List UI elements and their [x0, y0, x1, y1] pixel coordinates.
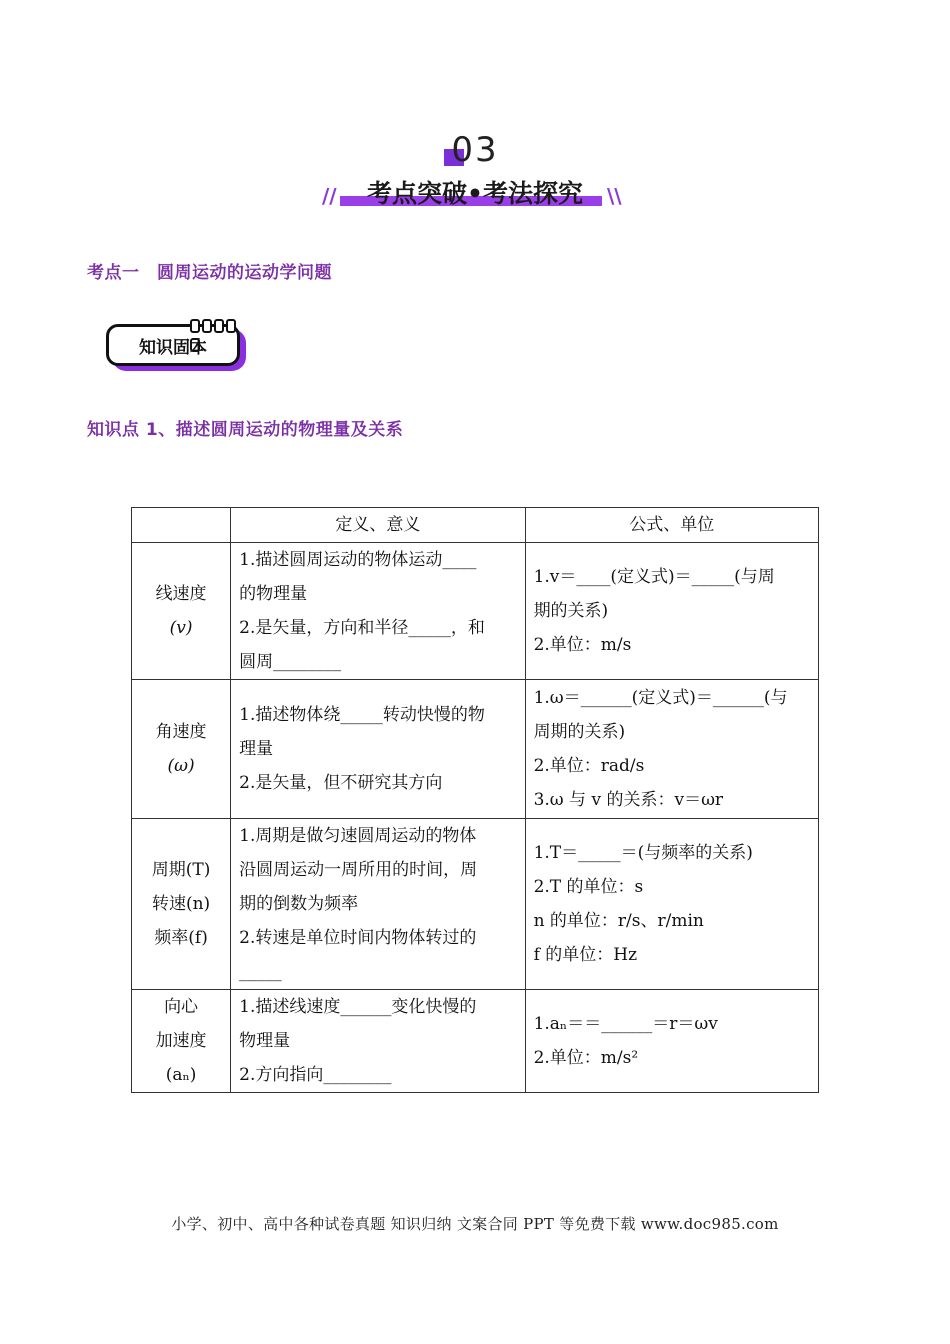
header-banner — [0, 172, 950, 212]
physics-quantities-table — [131, 507, 819, 1093]
quantity-name-cell: 周期(T) 转速(n) 频率(f) — [132, 819, 231, 990]
formula-cell: 1.v＝____(定义式)＝_____(与周 期的关系) 2.单位：m/s — [525, 543, 818, 680]
table-row — [132, 680, 819, 819]
knowledge-badge — [106, 322, 248, 374]
quantity-name-cell: 角速度 (ω) — [132, 680, 231, 819]
formula-cell: 1.aₙ＝＝______＝r＝ωv 2.单位：m/s² — [525, 990, 818, 1093]
definition-cell: 1.周期是做匀速圆周运动的物体 沿圆周运动一周所用的时间，周 期的倒数为频率 2.转速是单位时间内物体转过的 _____ — [231, 819, 525, 990]
header-cell-definition: 定义、意义 — [231, 508, 525, 543]
formula-cell: 1.T＝_____＝(与频率的关系) 2.T 的单位：s n 的单位：r/s、r/min f 的单位：Hz — [525, 819, 818, 990]
table-header-row — [132, 508, 819, 543]
badge-label: 知识固本 — [139, 338, 207, 358]
section-title: 考点一 圆周运动的运动学问题 — [87, 263, 332, 283]
definition-cell: 1.描述圆周运动的物体运动____ 的物理量 2.是矢量，方向和半径_____，和 圆周________ — [231, 543, 525, 680]
header-number: 03 — [451, 130, 499, 170]
table-row — [132, 819, 819, 990]
header-cell-name — [132, 508, 231, 543]
slash-decoration-left: // — [322, 184, 337, 208]
table-row — [132, 543, 819, 680]
quantity-name-cell: 线速度 (v) — [132, 543, 231, 680]
formula-cell: 1.ω＝______(定义式)＝______(与 周期的关系) 2.单位：rad/s 3.ω 与 v 的关系：v＝ωr — [525, 680, 818, 819]
definition-cell: 1.描述物体绕_____转动快慢的物 理量 2.是矢量，但不研究其方向 — [231, 680, 525, 819]
slash-decoration-right: \\ — [607, 184, 622, 208]
quantity-name-cell: 向心 加速度 (aₙ) — [132, 990, 231, 1093]
header-title: 考点突破•考法探究 — [367, 179, 583, 208]
definition-cell: 1.描述线速度______变化快慢的 物理量 2.方向指向________ — [231, 990, 525, 1093]
table-row — [132, 990, 819, 1093]
knowledge-point-title: 知识点 1、描述圆周运动的物理量及关系 — [87, 420, 404, 440]
page-footer: 小学、初中、高中各种试卷真题 知识归纳 文案合同 PPT 等免费下载 www.doc985.com — [171, 1215, 779, 1233]
header-cell-formula: 公式、单位 — [525, 508, 818, 543]
